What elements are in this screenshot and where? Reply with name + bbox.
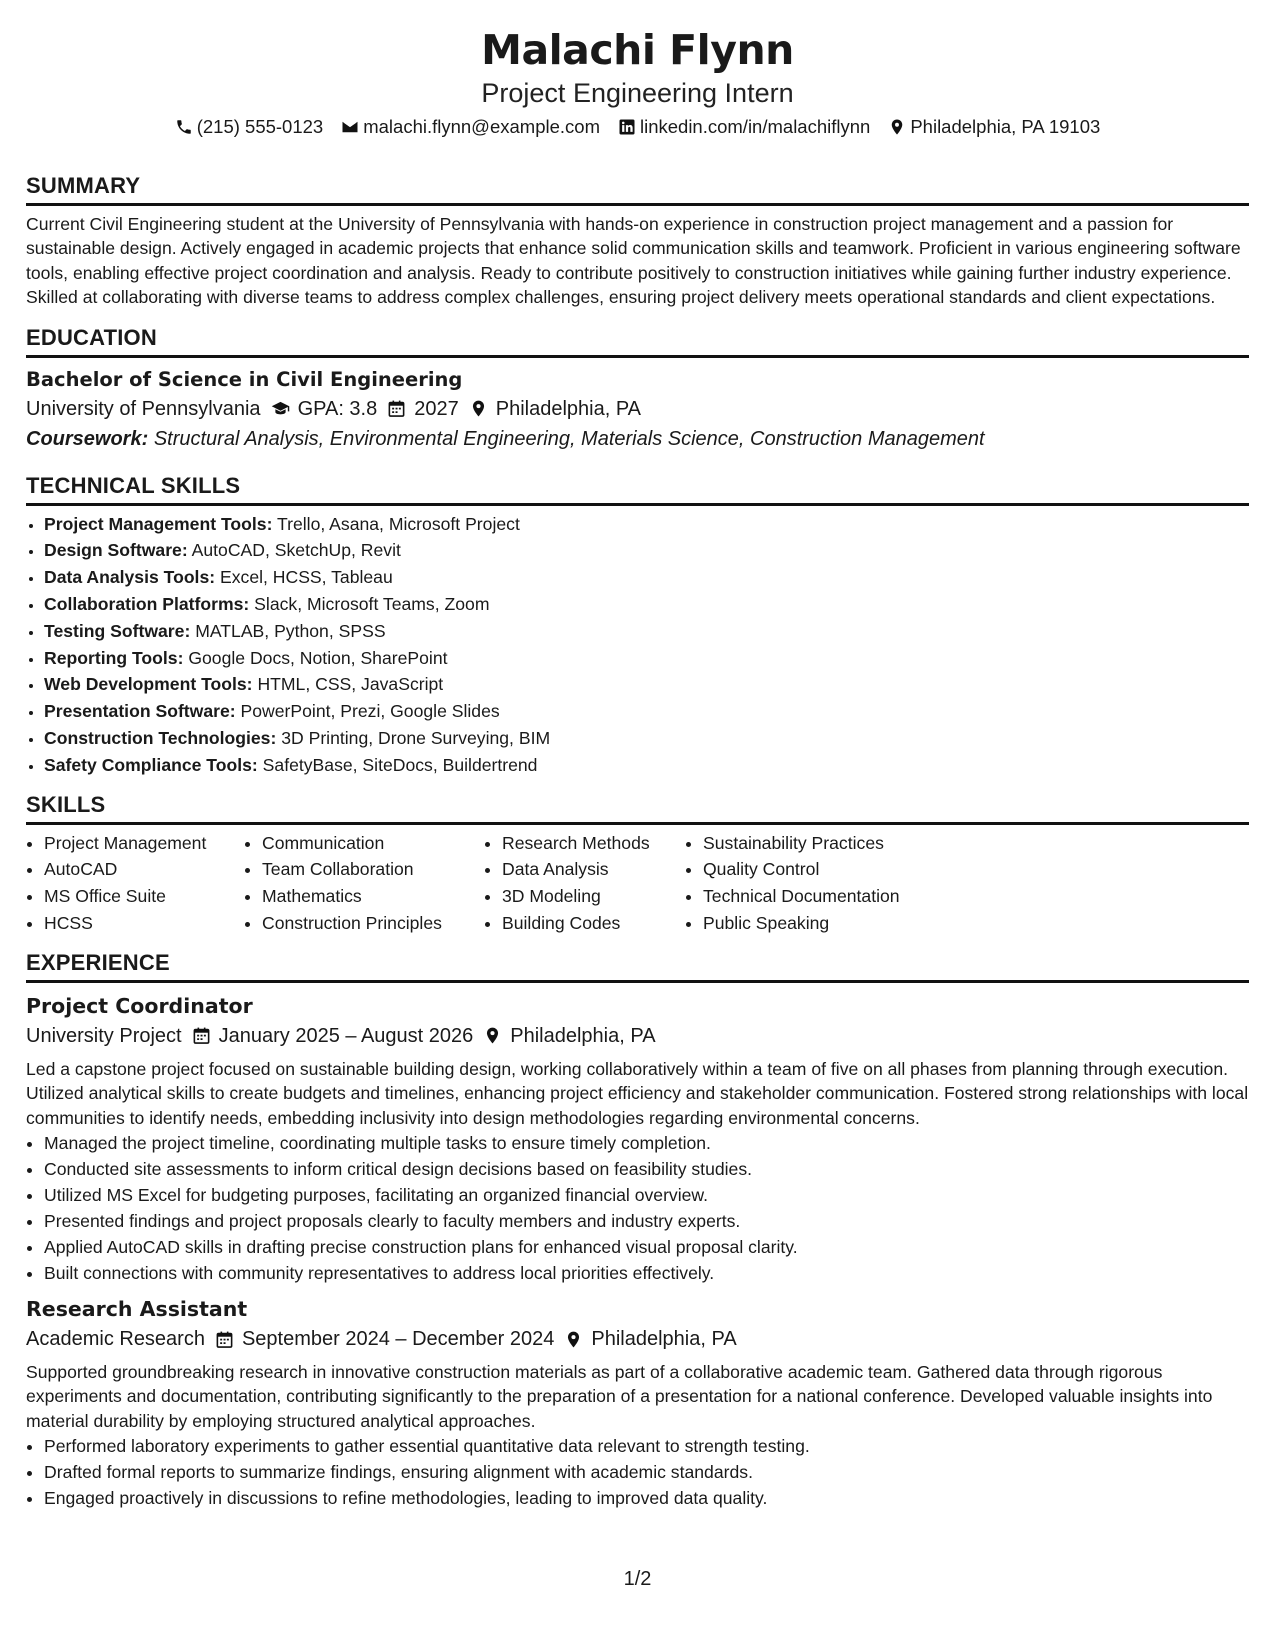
job-meta xyxy=(26,1021,1249,1051)
skill-category: Collaboration Platforms: xyxy=(44,594,250,615)
job-dates-item xyxy=(215,1324,554,1354)
year-item xyxy=(387,394,459,424)
list-item: • Quality Control xyxy=(703,856,963,883)
list-item xyxy=(44,671,1249,698)
list-item: • Team Collaboration xyxy=(262,856,484,883)
experience-section xyxy=(26,949,1249,1511)
technical-skills-section xyxy=(26,472,1249,779)
skill-values: Slack, Microsoft Teams, Zoom xyxy=(254,594,490,615)
calendar-icon xyxy=(192,1026,211,1045)
envelope-icon xyxy=(341,118,359,136)
list-item: • Performed laboratory experiments to gather essential quantitative data relevant to strength testing. xyxy=(44,1433,1249,1459)
job-location-item xyxy=(483,1021,655,1051)
skill-category: Testing Software: xyxy=(44,620,191,641)
job-summary: Supported groundbreaking research in innovative construction materials as part of a collaborative academic team. Gathered data through rigorous experiments and documentation, contributing significantly to the preparation of a presentation for a national conference. Developed valuable insights into material durability by employing structured analytical approaches. xyxy=(26,1362,1213,1431)
linkedin-icon xyxy=(618,118,636,136)
skill-values: 3D Printing, Drone Surveying, BIM xyxy=(281,728,551,748)
skill-category: Reporting Tools: xyxy=(44,647,184,668)
skill-category: Project Management Tools: xyxy=(44,513,273,534)
job-dates: January 2025 – August 2026 xyxy=(218,1024,474,1047)
education-section xyxy=(26,324,1249,454)
contact-linkedin[interactable] xyxy=(618,114,870,140)
linkedin-text[interactable]: linkedin.com/in/malachiflynn xyxy=(639,116,871,137)
section-title-skills: SKILLS xyxy=(26,791,1249,825)
resume-page xyxy=(26,0,1249,1511)
list-item: • Research Methods xyxy=(502,830,685,857)
list-item: • Mathematics xyxy=(262,883,484,910)
job-meta xyxy=(26,1324,1249,1354)
job-summary: Led a capstone project focused on sustainable building design, working collaboratively within a team of five on all phases from planning through execution. Utilized analytical skills to create budgets and timelines, enhancing project efficiency and stakeholder communication. Fostered strong relationships with local communities to identify needs, embedding inclusivity into design methodologies regarding environmental concerns. xyxy=(26,1058,1249,1128)
skill-values: MATLAB, Python, SPSS xyxy=(195,620,386,641)
contact-location xyxy=(888,114,1100,140)
school-name: University of Pennsylvania xyxy=(26,397,261,420)
skill-values: Google Docs, Notion, SharePoint xyxy=(188,647,448,668)
list-item: • Project Management xyxy=(44,830,244,857)
list-item: • Sustainability Practices xyxy=(703,830,963,857)
calendar-icon xyxy=(387,399,406,418)
candidate-title: Project Engineering Intern xyxy=(481,78,794,108)
job-entry xyxy=(26,1294,1249,1511)
section-title-education: EDUCATION xyxy=(26,324,1249,358)
gpa-item xyxy=(271,394,378,424)
skill-values: HTML, CSS, JavaScript xyxy=(257,674,444,695)
email-text[interactable]: malachi.flynn@example.com xyxy=(363,116,600,137)
section-title-experience: EXPERIENCE xyxy=(26,949,1249,983)
list-item: • Building Codes xyxy=(502,910,685,937)
list-item: • Built connections with community representatives to address local priorities effectively. xyxy=(44,1260,1249,1286)
gpa-text: GPA: 3.8 xyxy=(297,397,378,420)
skills-column xyxy=(484,830,685,937)
coursework-line xyxy=(26,424,1249,454)
job-dates: September 2024 – December 2024 xyxy=(241,1328,555,1350)
list-item: • HCSS xyxy=(44,910,244,937)
degree-name: Bachelor of Science in Civil Engineering xyxy=(26,367,463,391)
phone-icon xyxy=(175,118,193,136)
list-item: • Drafted formal reports to summarize findings, ensuring alignment with academic standards. xyxy=(44,1459,1249,1485)
technical-skills-list xyxy=(26,511,1249,779)
job-bullets xyxy=(26,1433,1249,1511)
map-pin-icon xyxy=(564,1330,583,1349)
list-item xyxy=(44,511,1249,538)
skills-section xyxy=(26,791,1249,937)
contact-phone xyxy=(175,114,324,140)
list-item: • Data Analysis xyxy=(502,856,685,883)
list-item: • Conducted site assessments to inform critical design decisions based on feasibility studies. xyxy=(44,1156,1249,1182)
list-item xyxy=(44,725,1249,752)
map-pin-icon xyxy=(469,399,488,418)
job-location: Philadelphia, PA xyxy=(510,1024,656,1047)
list-item: • Utilized MS Excel for budgeting purposes, facilitating an organized financial overview. xyxy=(44,1182,1249,1208)
summary-section xyxy=(26,172,1249,310)
edu-location-item xyxy=(469,394,641,424)
list-item xyxy=(44,618,1249,645)
map-pin-icon xyxy=(483,1026,502,1045)
location-text: Philadelphia, PA 19103 xyxy=(910,116,1101,137)
skill-values: Trello, Asana, Microsoft Project xyxy=(277,513,520,534)
list-item xyxy=(44,591,1249,618)
list-item: • Public Speaking xyxy=(703,910,963,937)
skills-column xyxy=(26,830,244,937)
skills-column xyxy=(685,830,963,937)
summary-text: Current Civil Engineering student at the University of Pennsylvania with hands-on experience in construction project management and a passion for sustainable design. Actively engaged in academic projects that enhance solid communication skills and teamwork. Proficient in various engineering software tools, enabling effective project coordination and analysis. Ready to contribute positively to construction initiatives while gaining further industry experience. Skilled at collaborating with diverse teams to address complex challenges, ensuring project delivery meets operational standards and client expectations. xyxy=(26,214,1241,308)
section-title-technical-skills: TECHNICAL SKILLS xyxy=(26,472,1249,506)
list-item xyxy=(44,645,1249,672)
job-title: Project Coordinator xyxy=(26,993,253,1018)
education-meta xyxy=(26,394,1249,424)
job-org: University Project xyxy=(26,1024,182,1047)
skill-category: Data Analysis Tools: xyxy=(44,567,216,588)
skill-category: Design Software: xyxy=(44,540,188,561)
skill-category: Construction Technologies: xyxy=(44,728,277,748)
coursework-label: Coursework: xyxy=(26,427,149,450)
graduation-year: 2027 xyxy=(414,397,459,420)
section-title-summary: SUMMARY xyxy=(26,172,1249,206)
calendar-icon xyxy=(215,1330,234,1349)
list-item: • 3D Modeling xyxy=(502,883,685,910)
skill-category: Web Development Tools: xyxy=(44,674,253,695)
page-number: 1/2 xyxy=(623,1568,652,1590)
graduation-cap-icon xyxy=(271,399,290,418)
list-item xyxy=(44,752,1249,779)
job-org: Academic Research xyxy=(26,1328,205,1350)
list-item: • Presented findings and project proposals clearly to faculty members and industry experts. xyxy=(44,1208,1249,1234)
phone-text: (215) 555-0123 xyxy=(196,116,324,137)
skills-column xyxy=(244,830,484,937)
skill-values: Excel, HCSS, Tableau xyxy=(219,567,393,588)
list-item xyxy=(44,698,1249,725)
contact-email[interactable] xyxy=(341,114,600,140)
contact-line xyxy=(26,114,1249,140)
list-item: • Technical Documentation xyxy=(703,883,963,910)
list-item: • Engaged proactively in discussions to refine methodologies, leading to improved data quality. xyxy=(44,1485,1249,1511)
candidate-name: Malachi Flynn xyxy=(481,26,794,74)
job-title: Research Assistant xyxy=(26,1297,248,1321)
list-item: • Managed the project timeline, coordinating multiple tasks to ensure timely completion. xyxy=(44,1130,1249,1156)
job-bullets xyxy=(26,1130,1249,1286)
skills-grid xyxy=(26,830,1249,937)
job-entry xyxy=(26,991,1249,1286)
edu-location: Philadelphia, PA xyxy=(495,397,642,420)
list-item xyxy=(44,537,1249,564)
skill-values: AutoCAD, SketchUp, Revit xyxy=(191,540,401,561)
map-pin-icon xyxy=(888,118,906,136)
list-item: • Communication xyxy=(262,830,484,857)
job-dates-item xyxy=(192,1021,474,1051)
job-location: Philadelphia, PA xyxy=(591,1328,737,1350)
list-item: • AutoCAD xyxy=(44,856,244,883)
skill-values: SafetyBase, SiteDocs, Buildertrend xyxy=(262,754,538,775)
skill-values: PowerPoint, Prezi, Google Slides xyxy=(240,701,500,722)
list-item: • Construction Principles xyxy=(262,910,484,937)
list-item xyxy=(44,564,1249,591)
skill-category: Presentation Software: xyxy=(44,701,236,722)
list-item: • MS Office Suite xyxy=(44,883,244,910)
job-location-item xyxy=(564,1324,736,1354)
skill-category: Safety Compliance Tools: xyxy=(44,754,258,775)
resume-header xyxy=(26,24,1249,140)
list-item: • Applied AutoCAD skills in drafting precise construction plans for enhanced visual proposal clarity. xyxy=(44,1234,1249,1260)
coursework-list: Structural Analysis, Environmental Engineering, Materials Science, Construction Management xyxy=(153,427,985,450)
